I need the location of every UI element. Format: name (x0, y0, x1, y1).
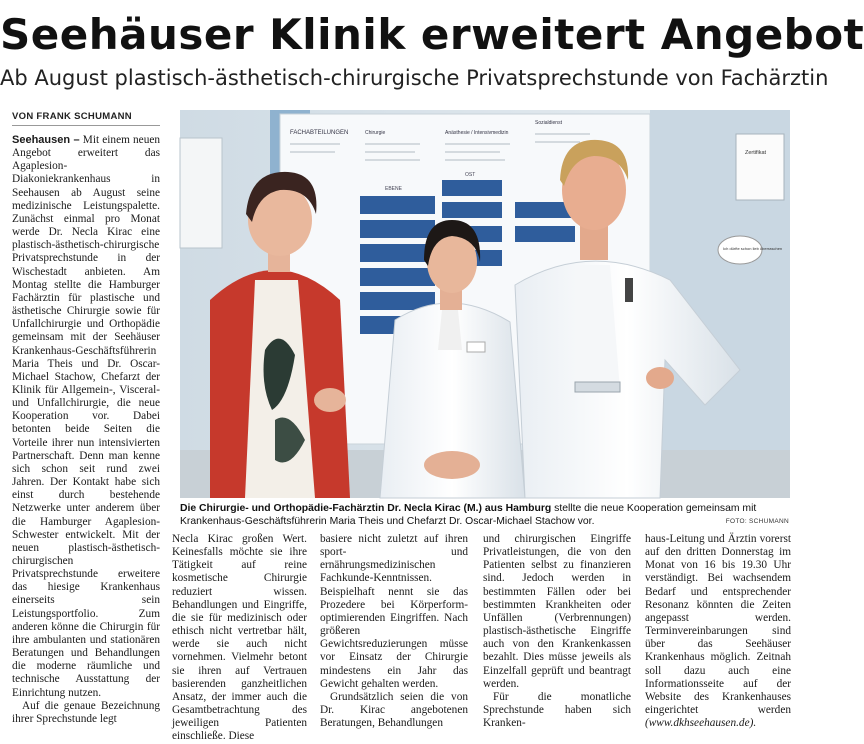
article-column-4 (483, 533, 631, 730)
article-photo (180, 110, 790, 498)
paragraph: Für die monatliche Sprechstunde haben sich Kranken- (483, 690, 631, 730)
board-section-1: EBENE (385, 186, 402, 192)
board-col-b: Anästhesie / Intensivmedizin (445, 130, 509, 136)
article-column-1 (12, 134, 161, 725)
caption-bold: Die Chirurgie- und Orthopädie-Fachärztin Dr. Necla Kirac (M.) aus Hamburg (180, 503, 552, 514)
certificate-title: Zertifikat (745, 150, 767, 156)
board-section-2: OST (465, 172, 476, 178)
sign-text: Ich dürfte schon lieb überraschen (723, 246, 783, 251)
website-link[interactable]: (www.dkhseehausen.de). (645, 717, 757, 730)
paragraph: Mit einem neuen Angebot erweitert das Agaplesion-Diakoniekrankenhaus in Seehausen ab August seine medizinische Leistungspalette. Zunächst einmal pro Monat werde Dr. Necla Kirac eine plastisch-ästhetisch-chirurgische Privatsprechstunde in der Wischestadt anbieten. Am Montag stellte die Hamburger Fachärztin für plastische und ästhetische Chirurgie sowie für Unfallchirurgie und Orthopädie gemeinsam mit der Seehäuser Krankenhaus-Geschäftsführerin Maria Theis und Dr. Oscar-Michael Stachow, Chefarzt der Klinik für Allgemein-, Visceral- und Unfallchirurgie, die neue Kooperation vor. Dabei betonten beide Seiten die Vorteile ihrer nun intensivierten Partnerschaft. Denn man kenne sich schon seit rund zwei Jahren. Der Kontakt habe sich einst durch bestehende Netzwerke unter anderem über die Hamburger Agaplesion-Schwester entwickelt. Mit der neuen plastisch-ästhetisch-chirurgischen Privatsprechstunde erweitere das hiesige Krankenhaus einerseits sein Leistungsportfolio. Zum anderen könne die Chirurgin für ihre ambulanten und stationären Beratungen und Behandlungen die moderne räumliche und technische Ausstattung der Einrichtung nutzen. (12, 134, 161, 699)
photo-scene (180, 110, 790, 498)
paragraph: Auf die genaue Bezeichnung ihrer Sprechstunde legt (12, 699, 160, 725)
paragraph: basiere nicht zuletzt auf ihren sport- und ernährungsmedizinischen Fachkunde-Kenntnissen. Beispielhaft nennt sie das Prozedere bei Körperform-optimierenden Eingriffen. Nach größeren Gewichtsreduzierungen müsse vor Einsatz der Chirurgie mindestens ein Jahr das Gewicht gehalten werden. (320, 533, 468, 690)
board-col-a: Chirurgie (365, 130, 386, 136)
article-column-5 (645, 533, 791, 730)
article-column-3 (320, 533, 468, 730)
board-col-c: Sozialdienst (535, 120, 562, 126)
dateline: Seehausen – (12, 134, 80, 146)
article-column-2 (172, 533, 307, 743)
byline: VON FRANK SCHUMANN (12, 111, 160, 126)
headline: Seehäuser Klinik erweitert Angebot (0, 10, 864, 59)
subheadline: Ab August plastisch-ästhetisch-chirurgische Privatsprechstunde von Fachärztin (0, 66, 829, 90)
paragraph: Necla Kirac großen Wert. Keinesfalls möchte sie ihre Tätigkeit auf reine kosmetische Chirurgie reduziert wissen. Behandlungen und Eingriffe, die sie für medizinisch oder ethisch nicht vertretbar hält, werde sie auch nicht vornehmen. Vielmehr betont sie ihren auf Vertrauen basierenden ganzheitlichen Ansatz, der immer auch die Gesamtbetrachtung des jeweiligen Patienten einschließe. Diese (172, 533, 307, 743)
paragraph: und chirurgischen Eingriffe Privatleistungen, die von den Patienten selbst zu finanzieren sind. Jedoch werden in bestimmten Fällen oder bei bestimmten Krankheiten oder Unfällen (Verbrennungen) plastisch-ästhetische Eingriffe auch von den Krankenkassen bezahlt. Dies müsse jeweils als Einzelfall geprüft und beantragt werden. (483, 533, 631, 690)
photo-caption (180, 502, 792, 528)
caption-text: stellte die neue Kooperation gemeinsam mit Krankenhaus-Geschäftsführerin Maria Theis und Chefarzt Dr. Oscar-Michael Stachow vor. (180, 503, 757, 527)
paragraph: haus-Leitung und Ärztin vorerst auf den dritten Donnerstag im Monat von 16 bis 19.30 Uhr verständigt. Bei wachsendem Bedarf und entsprechender Resonanz könnten die Zeiten angepasst werden. Terminvereinbarungen sind über das Seehäuser Krankenhaus möglich. Zeitnah soll dazu auch eine Informationsseite auf der Website des Krankenhauses eingerichtet werden (645, 533, 791, 717)
board-heading: FACHABTEILUNGEN (290, 130, 349, 136)
photo-credit: FOTO: SCHUMANN (725, 518, 789, 525)
paragraph: Grundsätzlich seien die von Dr. Kirac angebotenen Beratungen, Behandlungen (320, 690, 468, 730)
